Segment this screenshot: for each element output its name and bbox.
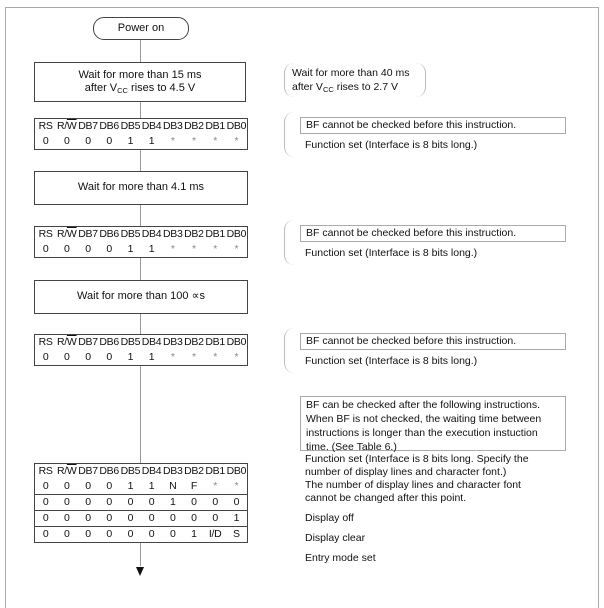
- bit-value: *: [213, 243, 217, 255]
- display-off-label: Display off: [305, 512, 354, 524]
- bit-value: S: [226, 527, 247, 543]
- col-db4: DB4: [141, 465, 162, 477]
- bit-value: 1: [127, 135, 134, 147]
- bit-value: 0: [42, 480, 49, 492]
- col-db5: DB5: [120, 228, 141, 240]
- function-set-register-2: [34, 226, 248, 258]
- register-header-row: [35, 119, 247, 134]
- col-db0: DB0: [226, 465, 247, 477]
- bit-value: *: [234, 480, 239, 492]
- note-line: time. (See Table 6.): [306, 441, 397, 453]
- final-function-set-note: [305, 453, 529, 505]
- col-rs: RS: [38, 465, 53, 477]
- col-db5: DB5: [120, 465, 141, 477]
- entry-mode-set-label: Entry mode set: [305, 552, 376, 564]
- bit-value: 0: [64, 351, 70, 363]
- col-db5: DB5: [120, 336, 141, 348]
- bit-value: F: [190, 480, 197, 492]
- bit-value: 1: [148, 243, 155, 255]
- col-db2: DB2: [184, 465, 204, 477]
- bit-value: 0: [141, 495, 162, 511]
- bit-value: 0: [35, 495, 56, 511]
- bf-cannot-check-note: BF cannot be checked before this instruction.: [300, 117, 566, 134]
- col-db6: DB6: [99, 465, 119, 477]
- col-db7: DB7: [78, 228, 98, 240]
- bit-value: 1: [127, 351, 134, 363]
- note-line: The number of display lines and character font: [305, 479, 521, 491]
- wait-line2: after $V_{CC}$ rises to 4.5 V: [84, 82, 196, 95]
- note-line: number of display lines and character font.): [305, 466, 507, 478]
- note-line: BF can be checked after the following instructions.: [306, 399, 541, 411]
- bit-value: 0: [64, 135, 70, 147]
- col-rw: $R/\overline{W}$: [57, 336, 77, 348]
- note-line: When BF is not checked, the waiting time between: [306, 413, 542, 425]
- col-rw: $R/\overline{W}$: [57, 120, 77, 132]
- col-db1: DB1: [205, 336, 225, 348]
- bit-value: 0: [120, 527, 141, 543]
- bit-value: 0: [99, 495, 120, 511]
- bit-value: 0: [85, 351, 91, 363]
- col-db5: DB5: [120, 120, 141, 132]
- col-rs: RS: [38, 120, 53, 132]
- bit-value: 0: [42, 135, 49, 147]
- bit-value: 0: [120, 511, 141, 527]
- bit-value: 1: [127, 243, 134, 255]
- col-db1: DB1: [205, 120, 225, 132]
- left-paren-bracket: [284, 220, 295, 265]
- function-set-row: [35, 479, 247, 495]
- register-header-row: [35, 464, 247, 479]
- col-db3: DB3: [162, 465, 183, 477]
- wait-line1: Wait for more than 15 ms: [78, 69, 202, 81]
- bit-value: 0: [64, 480, 70, 492]
- function-set-register-1: [34, 118, 248, 150]
- display-clear-row: [35, 511, 247, 527]
- col-db3: DB3: [162, 228, 183, 240]
- right-paren-bracket: [415, 63, 426, 97]
- col-db7: DB7: [78, 120, 98, 132]
- function-set-8bit-label: Function set (Interface is 8 bits long.): [305, 139, 478, 151]
- bit-value: 0: [85, 480, 91, 492]
- bit-value: 0: [106, 135, 112, 147]
- register-value-row: [35, 350, 247, 365]
- bit-value: 1: [148, 135, 155, 147]
- bit-value: 0: [56, 527, 77, 543]
- note-line: after $V_{CC}$ rises to 2.7 V: [292, 81, 398, 94]
- col-db7: DB7: [78, 465, 98, 477]
- col-db2: DB2: [184, 336, 204, 348]
- bit-value: 0: [106, 351, 112, 363]
- bit-value: *: [170, 243, 175, 255]
- wait-15ms-box: [34, 62, 246, 102]
- bit-value: 0: [56, 511, 77, 527]
- note-line: Function set (Interface is 8 bits long. Specify the: [305, 453, 529, 465]
- bit-value: 0: [99, 511, 120, 527]
- col-db1: DB1: [205, 228, 225, 240]
- function-set-register-3: [34, 334, 248, 366]
- col-db7: DB7: [78, 336, 98, 348]
- bit-value: 0: [42, 243, 49, 255]
- col-db6: DB6: [99, 336, 119, 348]
- bit-value: 0: [35, 511, 56, 527]
- bit-value: *: [213, 135, 217, 147]
- bit-value: 1: [226, 511, 247, 527]
- col-db2: DB2: [184, 120, 204, 132]
- col-db4: DB4: [141, 336, 162, 348]
- bit-value: 0: [106, 243, 112, 255]
- note-line: instructions is longer than the execution instuction: [306, 427, 538, 439]
- entry-mode-set-row: [35, 527, 247, 543]
- bit-value: 0: [162, 511, 183, 527]
- bit-value: 1: [127, 480, 134, 492]
- bit-value: 0: [226, 495, 247, 511]
- col-db6: DB6: [99, 228, 119, 240]
- bit-value: 0: [106, 480, 112, 492]
- bit-value: 0: [205, 495, 226, 511]
- bit-value: 0: [77, 527, 98, 543]
- bf-cannot-check-note: BF cannot be checked before this instruction.: [300, 333, 566, 350]
- vcc-2-7v-note: [292, 66, 409, 97]
- bit-value: 0: [85, 135, 91, 147]
- bf-cannot-check-note: BF cannot be checked before this instruction.: [300, 225, 566, 242]
- col-rw: $R/\overline{W}$: [57, 228, 77, 240]
- bit-value: *: [192, 243, 196, 255]
- bit-value: 0: [162, 527, 183, 543]
- note-line: Wait for more than 40 ms: [292, 67, 410, 79]
- col-db4: DB4: [141, 228, 162, 240]
- note-line: cannot be changed after this point.: [305, 492, 467, 504]
- register-value-row: [35, 134, 247, 149]
- bit-value: 0: [120, 495, 141, 511]
- down-arrow-icon: [136, 567, 144, 576]
- bit-value: *: [234, 243, 239, 255]
- bit-value: 0: [85, 243, 91, 255]
- bit-value: 0: [99, 527, 120, 543]
- col-db4: DB4: [141, 120, 162, 132]
- bit-value: *: [192, 135, 196, 147]
- bit-value: 0: [64, 243, 70, 255]
- display-off-row: [35, 495, 247, 511]
- col-rs: RS: [38, 336, 53, 348]
- wait-100us-box: Wait for more than 100 ∝s: [34, 280, 248, 314]
- col-db0: DB0: [226, 120, 247, 132]
- bit-value: 0: [205, 511, 226, 527]
- col-db2: DB2: [184, 228, 204, 240]
- register-header-row: [35, 335, 247, 350]
- bit-value: *: [213, 351, 217, 363]
- bit-value: 0: [77, 495, 98, 511]
- bit-value: N: [169, 480, 177, 492]
- bf-can-check-note: [300, 396, 566, 451]
- bit-value: 0: [35, 527, 56, 543]
- bit-value: 0: [42, 351, 49, 363]
- bit-value: 1: [183, 527, 204, 543]
- left-paren-bracket: [284, 328, 295, 373]
- wait-4-1ms-box: Wait for more than 4.1 ms: [34, 171, 248, 205]
- bit-value: 1: [148, 480, 155, 492]
- bit-value: *: [170, 351, 175, 363]
- bit-value: 0: [141, 511, 162, 527]
- bit-value: *: [170, 135, 175, 147]
- col-db3: DB3: [162, 120, 183, 132]
- start-terminal: Power on: [93, 17, 189, 40]
- bit-value: *: [192, 351, 196, 363]
- bit-value: 0: [141, 527, 162, 543]
- col-db0: DB0: [226, 228, 247, 240]
- col-db3: DB3: [162, 336, 183, 348]
- display-clear-label: Display clear: [305, 532, 366, 544]
- function-set-8bit-label: Function set (Interface is 8 bits long.): [305, 247, 478, 259]
- bit-value: *: [234, 351, 239, 363]
- register-value-row: [35, 242, 247, 257]
- col-db0: DB0: [226, 336, 247, 348]
- left-paren-bracket: [284, 112, 295, 157]
- bit-value: *: [234, 135, 239, 147]
- col-rw: $R/\overline{W}$: [57, 465, 77, 477]
- col-db6: DB6: [99, 120, 119, 132]
- bit-value: I/D: [205, 527, 226, 543]
- bit-value: *: [213, 480, 217, 492]
- bit-value: 0: [56, 495, 77, 511]
- final-instruction-table: [34, 463, 248, 543]
- col-db1: DB1: [205, 465, 225, 477]
- register-header-row: [35, 227, 247, 242]
- bit-value: 0: [77, 511, 98, 527]
- col-rs: RS: [38, 228, 53, 240]
- bit-value: 0: [183, 511, 204, 527]
- function-set-8bit-label: Function set (Interface is 8 bits long.): [305, 355, 478, 367]
- bit-value: 1: [148, 351, 155, 363]
- bit-value: 0: [183, 495, 204, 511]
- bit-value: 1: [162, 495, 183, 511]
